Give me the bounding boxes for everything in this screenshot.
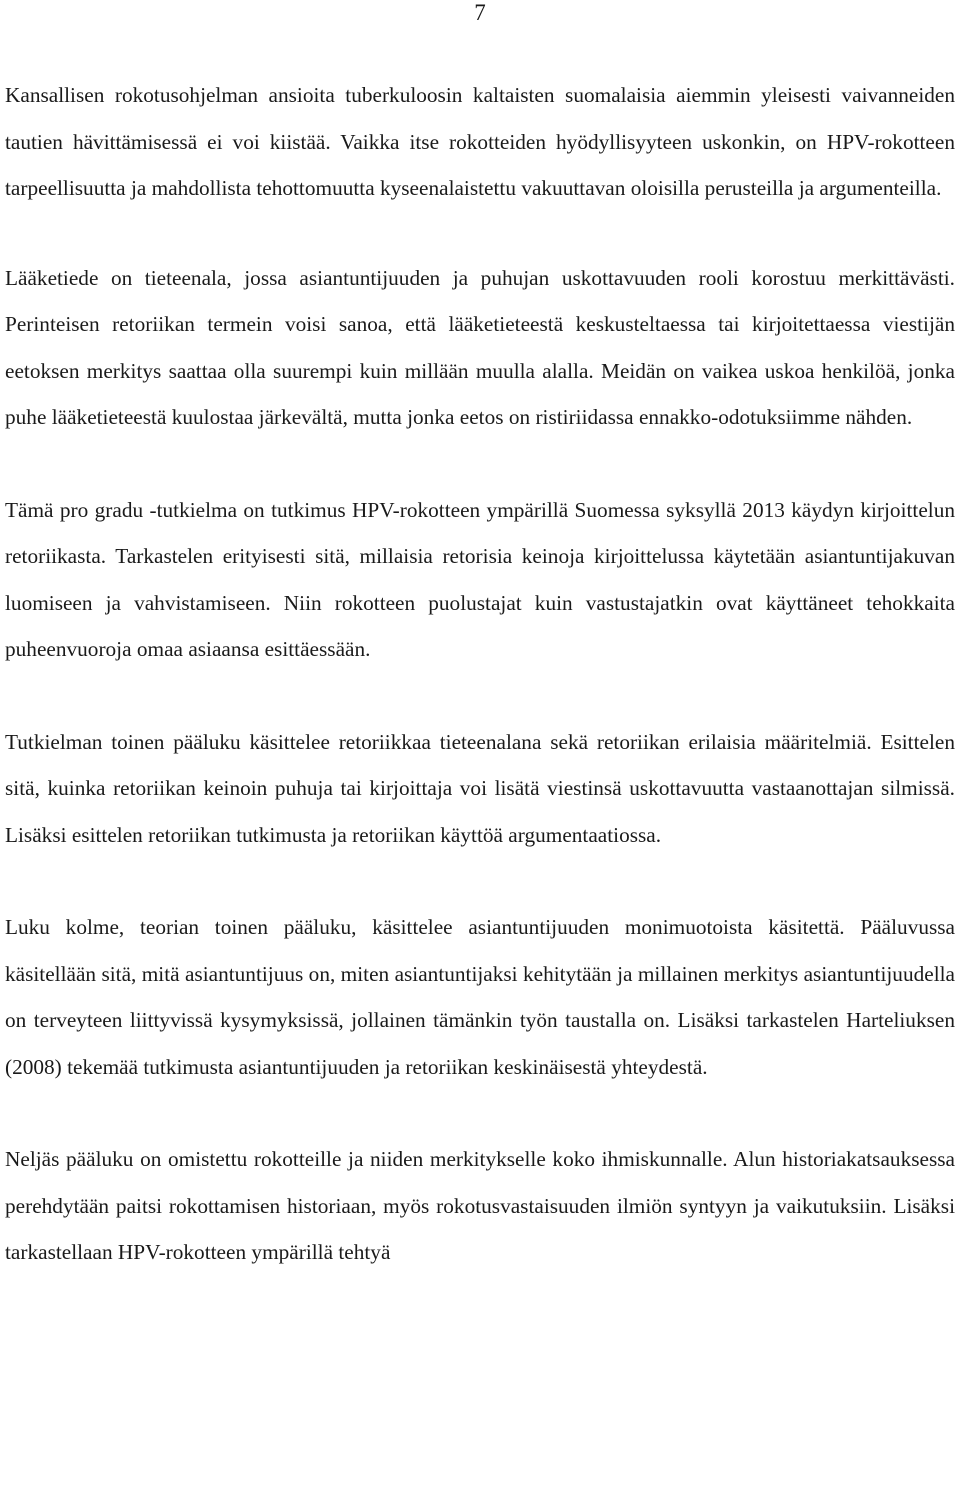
paragraph-6: Neljäs pääluku on omistettu rokotteille ja niiden merkitykselle koko ihmiskunnalle. Alun historiakatsauksessa perehdytään paitsi rokottamisen historiaan, myös rokotusvastaisuuden ilmiön syntyyn ja vaikutuksiin. Lisäksi tarkastellaan HPV-rokotteen ympärillä tehtyä — [5, 1147, 955, 1264]
paragraph-1: Kansallisen rokotusohjelman ansioita tuberkuloosin kaltaisten suomalaisia aiemmin yleisesti vaivanneiden tautien hävittämisessä ei voi kiistää. Vaikka itse rokotteiden hyödyllisyyteen uskonkin, on HPV-rokotteen tarpeellisuutta ja mahdollista tehottomuutta kyseenalaistettu vakuuttavan oloisilla perusteilla ja argumenteilla. — [5, 83, 955, 200]
paragraph-3: Tämä pro gradu -tutkielma on tutkimus HPV-rokotteen ympärillä Suomessa syksyllä 2013 käydyn kirjoittelun retoriikasta. Tarkastelen erityisesti sitä, millaisia retorisia keinoja kirjoittelussa käytetään asiantuntijakuvan luomiseen ja vahvistamiseen. Niin rokotteen puolustajat kuin vastustajatkin ovat käyttäneet tehokkaita puheenvuoroja omaa asiaansa esittäessään. — [5, 497, 955, 661]
paragraph-5: Luku kolme, teorian toinen pääluku, käsittelee asiantuntijuuden monimuotoista käsitettä. Pääluvussa käsitellään sitä, mitä asiantuntijuus on, miten asiantuntijaksi kehitytään ja millainen merkitys asiantuntijuudella on terveyteen liittyvissä kysymyksissä, jollainen tämänkin työn taustalla on. Lisäksi tarkastelen Harteliuksen (2008) tekemää tutkimusta asiantuntijuuden ja retoriikan keskinäisestä yhteydestä. — [5, 915, 955, 1079]
page-number: 7 — [474, 0, 486, 25]
paragraph-2: Lääketiede on tieteenala, jossa asiantuntijuuden ja puhujan uskottavuuden rooli korostuu merkittävästi. Perinteisen retoriikan termein voisi sanoa, että lääketieteestä keskusteltaessa tai kirjoitettaessa viestijän eetoksen merkitys saattaa olla suurempi kuin millään muulla alalla. Meidän on vaikea uskoa henkilöä, jonka puhe lääketieteestä kuulostaa järkevältä, mutta jonka eetos on ristiriidassa ennakko-odotuksiimme nähden. — [5, 265, 955, 429]
document-body — [5, 72, 955, 1276]
paragraph-4: Tutkielman toinen pääluku käsittelee retoriikkaa tieteenalana sekä retoriikan erilaisia määritelmiä. Esittelen sitä, kuinka retoriikan keinoin puhuja tai kirjoittaja voi lisätä viestinsä uskottavuutta vastaanottajan silmissä. Lisäksi esittelen retoriikan tutkimusta ja retoriikan käyttöä argumentaatiossa. — [5, 729, 955, 847]
